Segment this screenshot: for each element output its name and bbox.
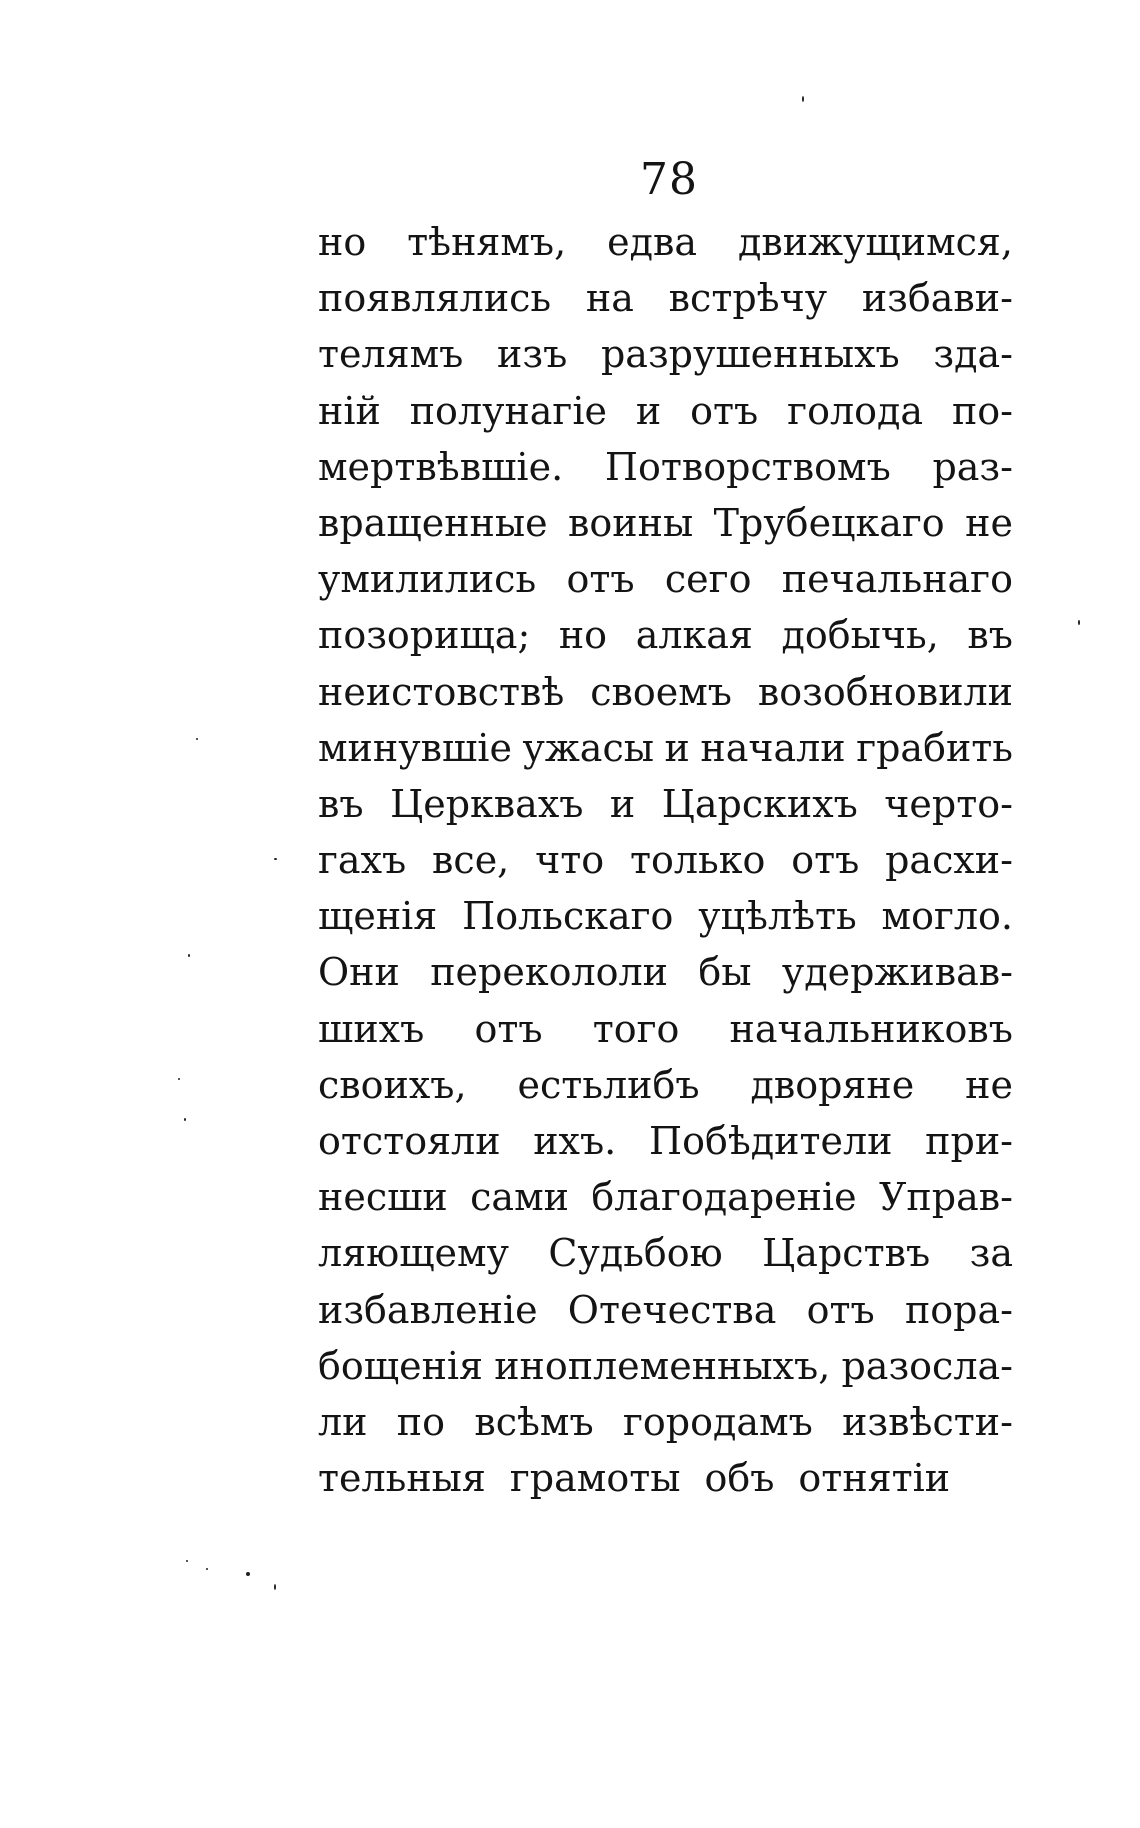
word: тѣнямъ, bbox=[407, 220, 567, 264]
word: пора- bbox=[904, 1287, 1013, 1332]
scan-speck bbox=[274, 858, 277, 860]
word: по bbox=[396, 1399, 446, 1444]
word: могло. bbox=[881, 894, 1013, 939]
word: отъ bbox=[806, 1287, 875, 1332]
word: благодареніе bbox=[591, 1175, 857, 1220]
text-line bbox=[318, 1169, 1013, 1225]
word: что bbox=[535, 838, 605, 883]
word: ужасы bbox=[522, 725, 654, 770]
word: отстояли bbox=[318, 1119, 501, 1163]
word: удерживав- bbox=[781, 950, 1013, 995]
word: но bbox=[558, 613, 608, 658]
word: и bbox=[664, 725, 690, 770]
word: начали bbox=[700, 725, 846, 770]
word: отъ bbox=[566, 557, 635, 602]
word: позорища; bbox=[318, 613, 531, 658]
word: умилились bbox=[318, 557, 537, 602]
word: но bbox=[318, 220, 367, 264]
word: отъ bbox=[791, 838, 860, 883]
word: Отечества bbox=[567, 1287, 777, 1332]
word: по- bbox=[951, 388, 1013, 433]
scan-speck bbox=[246, 1572, 250, 1576]
word: Они bbox=[318, 950, 400, 995]
word: ляющему bbox=[318, 1231, 509, 1276]
text-line bbox=[318, 214, 1013, 270]
word: въ bbox=[318, 781, 364, 826]
text-line bbox=[318, 1282, 1013, 1338]
word: отнятіи bbox=[798, 1456, 951, 1501]
word: при- bbox=[925, 1119, 1013, 1163]
word: минувшіе bbox=[318, 725, 512, 770]
word: начальниковъ bbox=[729, 1006, 1013, 1051]
word: своемъ bbox=[590, 669, 732, 714]
word: встрѣчу bbox=[668, 276, 828, 321]
word: и bbox=[635, 388, 662, 433]
text-line bbox=[318, 832, 1013, 888]
word: и bbox=[609, 781, 636, 826]
body-text bbox=[318, 214, 1013, 1506]
text-line bbox=[318, 551, 1013, 607]
text-line bbox=[318, 439, 1013, 495]
word: грабить bbox=[856, 725, 1013, 770]
word: Потворствомъ bbox=[604, 444, 891, 489]
word: раз- bbox=[932, 444, 1013, 489]
word: изъ bbox=[497, 332, 568, 377]
word: зда- bbox=[933, 332, 1013, 377]
word: за bbox=[969, 1231, 1013, 1276]
text-line bbox=[318, 1225, 1013, 1281]
word: вращенные bbox=[318, 500, 548, 545]
word: иноплеменныхъ, bbox=[494, 1343, 831, 1388]
scan-speck bbox=[188, 954, 190, 957]
word: перекололи bbox=[430, 950, 668, 995]
word: того bbox=[592, 1006, 680, 1051]
word: избави- bbox=[861, 276, 1013, 321]
text-line bbox=[318, 383, 1013, 439]
text-line bbox=[318, 1001, 1013, 1057]
word: избавленіе bbox=[318, 1287, 538, 1332]
word: отъ bbox=[690, 388, 759, 433]
word: гахъ bbox=[318, 838, 407, 883]
scan-speck bbox=[1078, 620, 1080, 625]
scan-speck bbox=[802, 96, 804, 102]
scan-speck bbox=[186, 1560, 188, 1562]
word: печальнаго bbox=[781, 557, 1013, 602]
word: воины bbox=[568, 500, 694, 545]
word: Церквахъ bbox=[390, 781, 584, 826]
page-number: 78 bbox=[640, 154, 698, 205]
word: черто- bbox=[884, 781, 1013, 826]
scan-speck bbox=[184, 1118, 186, 1121]
word: естьлибъ bbox=[517, 1062, 700, 1107]
word: сего bbox=[664, 557, 752, 602]
word: Управ- bbox=[878, 1175, 1013, 1220]
word: ихъ. bbox=[533, 1119, 617, 1163]
word: полунагіе bbox=[409, 388, 607, 433]
word: не bbox=[965, 500, 1013, 545]
word: добычь, bbox=[781, 613, 939, 658]
word: Царскихъ bbox=[661, 781, 858, 826]
word: разосла- bbox=[841, 1343, 1013, 1388]
word: въ bbox=[967, 613, 1013, 658]
word: Царствъ bbox=[762, 1231, 931, 1276]
word: ли bbox=[318, 1399, 368, 1444]
word: дворяне bbox=[750, 1062, 915, 1107]
text-line bbox=[318, 776, 1013, 832]
scan-speck bbox=[196, 738, 198, 740]
word: не bbox=[965, 1062, 1013, 1107]
scan-speck bbox=[274, 1584, 276, 1590]
word: только bbox=[629, 838, 766, 883]
word: возобновили bbox=[757, 669, 1013, 714]
word: сами bbox=[470, 1175, 569, 1220]
word: алкая bbox=[635, 613, 753, 658]
word: грамоты bbox=[509, 1456, 681, 1501]
word: Судьбою bbox=[548, 1231, 723, 1276]
text-line bbox=[318, 944, 1013, 1000]
text-line bbox=[318, 1338, 1013, 1394]
text-line bbox=[318, 607, 1013, 663]
word: неистовствѣ bbox=[318, 669, 565, 714]
text-line bbox=[318, 888, 1013, 944]
text-line bbox=[318, 664, 1013, 720]
word: бощенія bbox=[318, 1343, 484, 1388]
word: отъ bbox=[474, 1006, 543, 1051]
word: ній bbox=[318, 388, 381, 433]
word: бы bbox=[698, 950, 752, 995]
word: объ bbox=[704, 1456, 775, 1501]
text-line bbox=[318, 1450, 1013, 1506]
word: появлялись bbox=[318, 276, 552, 321]
word: щенія bbox=[318, 894, 438, 939]
word: голода bbox=[787, 388, 924, 433]
word: шихъ bbox=[318, 1006, 425, 1051]
scan-speck bbox=[178, 1078, 180, 1080]
word: городамъ bbox=[623, 1399, 813, 1444]
word: несши bbox=[318, 1175, 448, 1220]
text-line bbox=[318, 326, 1013, 382]
text-line bbox=[318, 495, 1013, 551]
word: телямъ bbox=[318, 332, 464, 377]
word: всѣмъ bbox=[474, 1399, 594, 1444]
word: на bbox=[585, 276, 634, 321]
word: тельныя bbox=[318, 1456, 486, 1501]
text-line bbox=[318, 1394, 1013, 1450]
text-line bbox=[318, 1113, 1013, 1169]
word: мертвѣвшіе. bbox=[318, 444, 564, 489]
word: своихъ, bbox=[318, 1062, 467, 1107]
word: едва bbox=[607, 220, 698, 264]
scan-speck bbox=[206, 1568, 208, 1570]
word: Польскаго bbox=[462, 894, 674, 939]
word: все, bbox=[432, 838, 510, 883]
text-line bbox=[318, 270, 1013, 326]
word: движущимся, bbox=[737, 220, 1013, 264]
word: Побѣдители bbox=[648, 1119, 893, 1163]
text-line bbox=[318, 720, 1013, 776]
text-line bbox=[318, 1057, 1013, 1113]
word: уцѣлѣть bbox=[698, 894, 857, 939]
word: расхи- bbox=[885, 838, 1013, 883]
word: извѣсти- bbox=[842, 1399, 1013, 1444]
word: Трубецкаго bbox=[713, 500, 945, 545]
word: разрушенныхъ bbox=[600, 332, 900, 377]
